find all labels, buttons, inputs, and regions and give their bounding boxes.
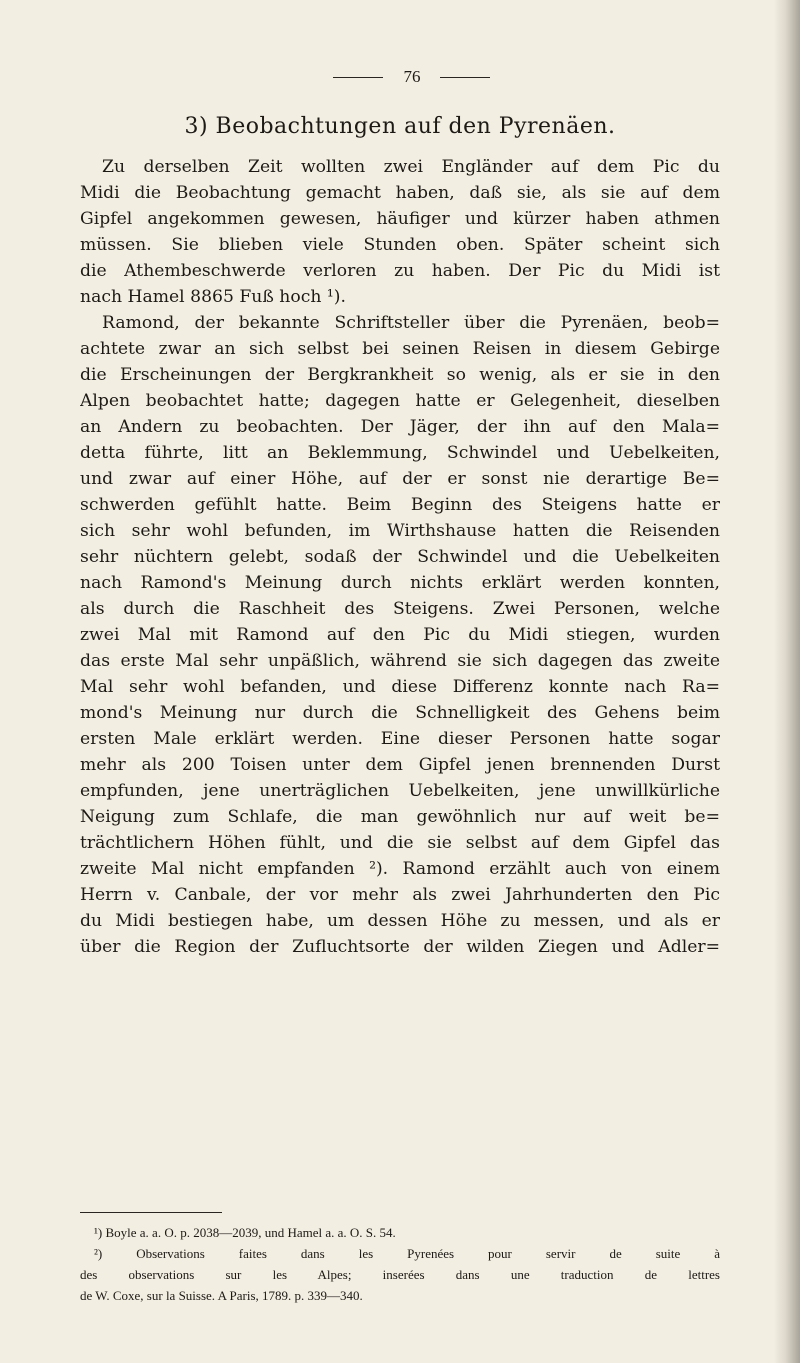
text-line: empfunden, jene unerträglichen Uebelkeiten, jene unwillkürliche	[80, 781, 720, 801]
text-line: als durch die Raschheit des Steigens. Zwei Personen, welche	[80, 599, 720, 619]
text-line: Mal sehr wohl befanden, und diese Differenz konnte nach Ra=	[80, 677, 720, 697]
text-line: achtete zwar an sich selbst bei seinen Reisen in diesem Gebirge	[80, 339, 720, 359]
text-line: du Midi bestiegen habe, um dessen Höhe zu messen, und als er	[80, 911, 720, 931]
text-line: Gipfel angekommen gewesen, häufiger und kürzer haben athmen	[80, 209, 720, 229]
text-line: die Athembeschwerde verloren zu haben. Der Pic du Midi ist	[80, 261, 720, 281]
page-number: 76	[403, 67, 421, 86]
text-line: über die Region der Zufluchtsorte der wilden Ziegen und Adler=	[80, 937, 720, 957]
text-line: müssen. Sie blieben viele Stunden oben. Später scheint sich	[80, 235, 720, 255]
text-line: sich sehr wohl befunden, im Wirthshause hatten die Reisenden	[80, 521, 720, 541]
text-line: zwei Mal mit Ramond auf den Pic du Midi stiegen, wurden	[80, 625, 720, 645]
header-rule-right	[440, 77, 490, 78]
text-line: Herrn v. Canbale, der vor mehr als zwei Jahrhunderten den Pic	[80, 885, 720, 905]
text-line: schwerden gefühlt hatte. Beim Beginn des Steigens hatte er	[80, 495, 720, 515]
text-line: Midi die Beobachtung gemacht haben, daß sie, als sie auf dem	[80, 183, 720, 203]
text-line: mond's Meinung nur durch die Schnelligkeit des Gehens beim	[80, 703, 720, 723]
page-header	[0, 62, 800, 92]
footnote-divider	[80, 1212, 222, 1213]
text-line: an Andern zu beobachten. Der Jäger, der ihn auf den Mala=	[80, 417, 720, 437]
text-line: nach Hamel 8865 Fuß hoch ¹).	[80, 287, 346, 307]
text-line: nach Ramond's Meinung durch nichts erklärt werden konnten,	[80, 573, 720, 593]
page-binding-shadow	[774, 0, 800, 1363]
text-line: das erste Mal sehr unpäßlich, während sie sich dagegen das zweite	[80, 651, 720, 671]
text-line: zweite Mal nicht empfanden ²). Ramond erzählt auch von einem	[80, 859, 720, 879]
text-line: Ramond, der bekannte Schriftsteller über die Pyrenäen, beob=	[102, 313, 720, 333]
footnote-line: ²) Observations faites dans les Pyrenées pour servir de suite à	[94, 1246, 720, 1261]
text-line: die Erscheinungen der Bergkrankheit so wenig, als er sie in den	[80, 365, 720, 385]
text-line: Neigung zum Schlafe, die man gewöhnlich nur auf weit be=	[80, 807, 720, 827]
text-line: Alpen beobachtet hatte; dagegen hatte er Gelegenheit, dieselben	[80, 391, 720, 411]
text-line: detta führte, litt an Beklemmung, Schwindel und Uebelkeiten,	[80, 443, 720, 463]
section-title: 3) Beobachtungen auf den Pyrenäen.	[184, 114, 616, 139]
text-line: sehr nüchtern gelebt, sodaß der Schwindel und die Uebelkeiten	[80, 547, 720, 567]
text-line: trächtlichern Höhen fühlt, und die sie selbst auf dem Gipfel das	[80, 833, 720, 853]
footnotes	[80, 1222, 720, 1306]
footnote-line: des observations sur les Alpes; inserées dans une traduction de lettres	[80, 1267, 720, 1282]
header-rule-left	[333, 77, 383, 78]
text-line: und zwar auf einer Höhe, auf der er sonst nie derartige Be=	[80, 469, 720, 489]
text-line: mehr als 200 Toisen unter dem Gipfel jenen brennenden Durst	[80, 755, 720, 775]
body-text	[80, 154, 720, 960]
text-line: ersten Male erklärt werden. Eine dieser Personen hatte sogar	[80, 729, 720, 749]
footnote-line: de W. Coxe, sur la Suisse. A Paris, 1789. p. 339—340.	[80, 1288, 363, 1303]
footnote-line: ¹) Boyle a. a. O. p. 2038—2039, und Hamel a. a. O. S. 54.	[94, 1225, 396, 1240]
text-line: Zu derselben Zeit wollten zwei Engländer auf dem Pic du	[102, 157, 720, 177]
